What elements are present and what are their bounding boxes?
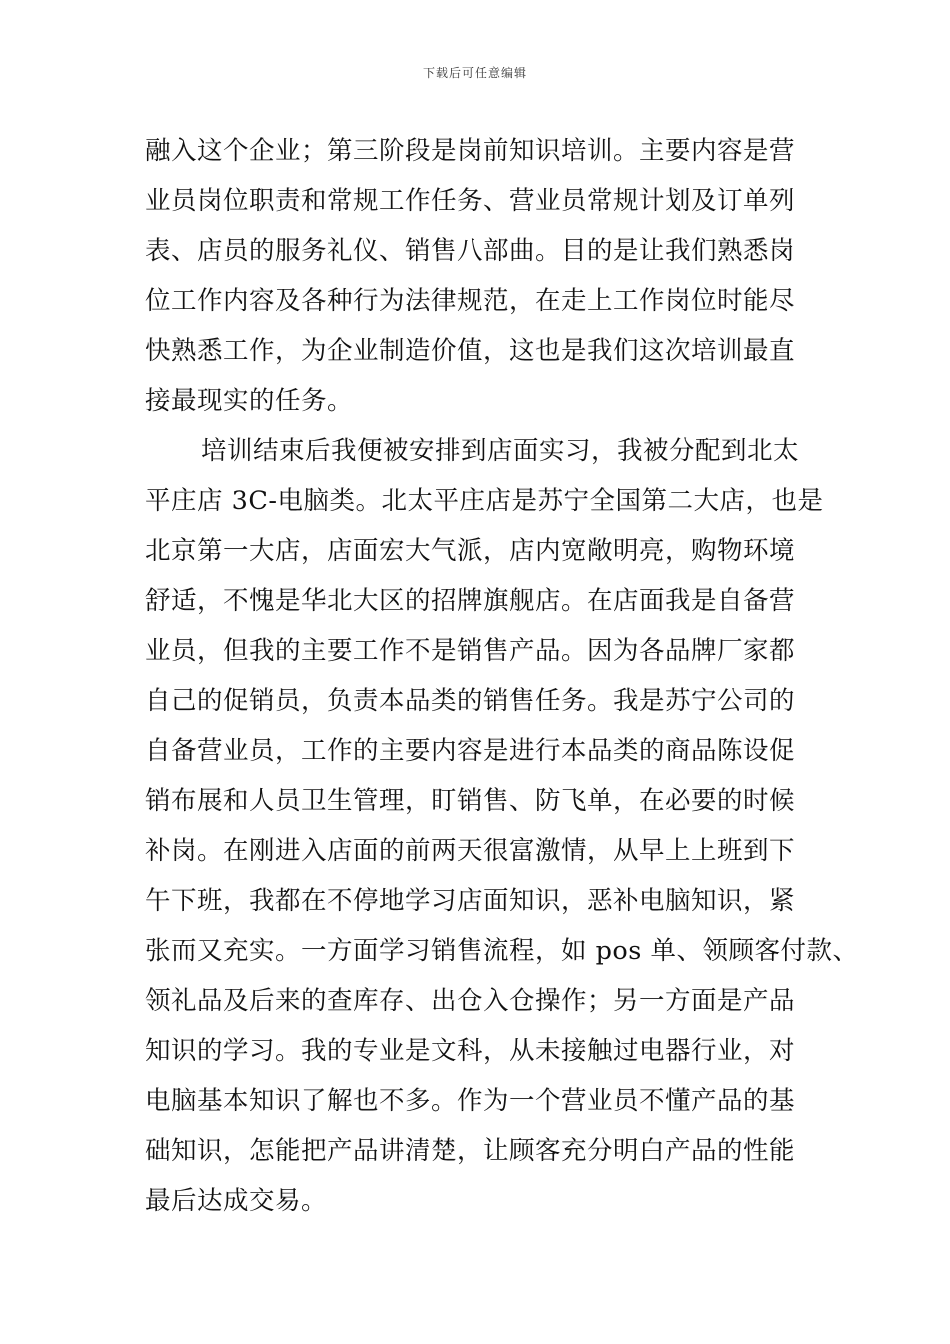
paragraph-1	[145, 126, 825, 426]
text-line: 电脑基本知识了解也不多。作为一个营业员不懂产品的基	[145, 1086, 796, 1116]
text-line: 补岗。在刚进入店面的前两天很富激情，从早上上班到下	[145, 836, 796, 866]
page-header: 下载后可任意编辑	[422, 66, 527, 80]
text-line: 接最现实的任务。	[145, 386, 354, 416]
text-line: 础知识，怎能把产品讲清楚，让顾客充分明白产品的性能	[145, 1136, 796, 1166]
text-line: 业员岗位职责和常规工作任务、营业员常规计划及订单列	[145, 186, 796, 216]
text-line: 位工作内容及各种行为法律规范，在走上工作岗位时能尽	[145, 286, 796, 316]
text-line: 知识的学习。我的专业是文科，从未接触过电器行业，对	[145, 1036, 796, 1066]
text-line: 午下班，我都在不停地学习店面知识，恶补电脑知识，紧	[145, 886, 796, 916]
text-line: 自己的促销员，负责本品类的销售任务。我是苏宁公司的	[145, 686, 796, 716]
text-line: 融入这个企业；第三阶段是岗前知识培训。主要内容是营	[145, 136, 796, 166]
text-line: 自备营业员，工作的主要内容是进行本品类的商品陈设促	[145, 736, 796, 766]
text-line: 销布展和人员卫生管理，盯销售、防飞单，在必要的时候	[145, 786, 796, 816]
text-line: 快熟悉工作，为企业制造价值，这也是我们这次培训最直	[145, 336, 796, 366]
text-line: 领礼品及后来的查库存、出仓入仓操作；另一方面是产品	[145, 986, 796, 1016]
text-line: 业员，但我的主要工作不是销售产品。因为各品牌厂家都	[145, 636, 796, 666]
document-body	[145, 126, 859, 1226]
text-line: 表、店员的服务礼仪、销售八部曲。目的是让我们熟悉岗	[145, 236, 796, 266]
text-line: 舒适，不愧是华北大区的招牌旗舰店。在店面我是自备营	[145, 586, 796, 616]
text-line: 平庄店 3C-电脑类。北太平庄店是苏宁全国第二大店，也是	[145, 486, 824, 516]
text-line: 张而又充实。一方面学习销售流程，如 pos 单、领顾客付款、	[145, 936, 859, 966]
text-line-first: 培训结束后我便被安排到店面实习，我被分配到北太	[201, 436, 800, 466]
text-line: 北京第一大店，店面宏大气派，店内宽敞明亮，购物环境	[145, 536, 796, 566]
paragraph-2	[145, 426, 859, 1226]
text-line: 最后达成交易。	[145, 1186, 328, 1216]
